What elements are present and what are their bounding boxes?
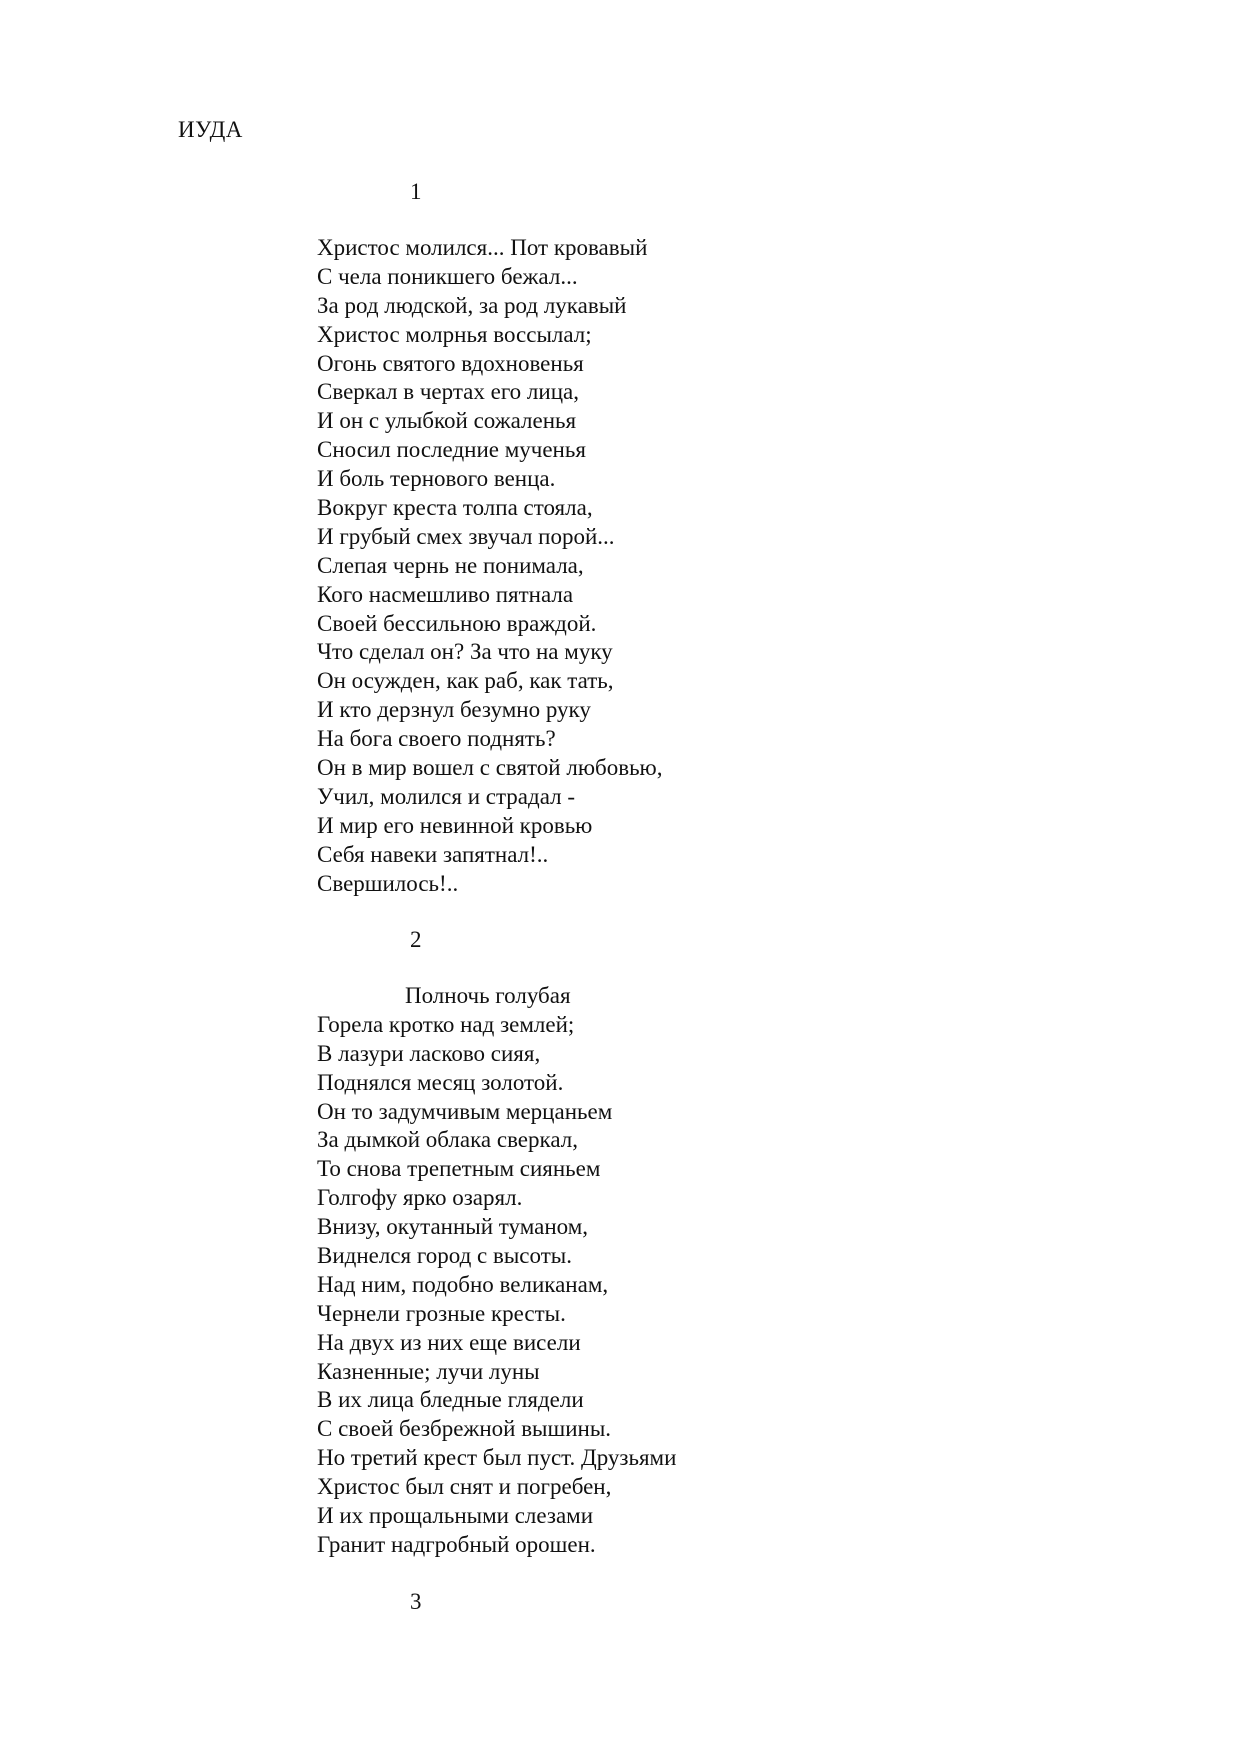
poem-line: Огонь святого вдохновенья bbox=[317, 350, 584, 376]
poem-line: Полночь голубая bbox=[405, 983, 571, 1008]
poem-line: Кого насмешливо пятнала bbox=[317, 581, 574, 607]
poem-line: Сверкал в чертах его лица, bbox=[317, 379, 579, 405]
poem-line: Чернели грозные кресты. bbox=[317, 1300, 566, 1326]
poem-line: Вокруг креста толпа стояла, bbox=[317, 495, 593, 521]
poem-line: Он то задумчивым мерцаньем bbox=[317, 1098, 613, 1124]
poem-line: То снова трепетным сияньем bbox=[317, 1156, 601, 1182]
stanza-2 bbox=[317, 982, 676, 1560]
section-number-2: 2 bbox=[410, 927, 422, 952]
poem-line: И боль тернового венца. bbox=[317, 466, 556, 492]
poem-line: Но третий крест был пуст. Друзьями bbox=[317, 1445, 677, 1471]
poem-line: Христос молился... Пот кровавый bbox=[317, 235, 648, 260]
poem-line: За дымкой облака сверкал, bbox=[317, 1127, 578, 1153]
poem-line: В их лица бледные глядели bbox=[317, 1387, 584, 1413]
poem-line: Себя навеки запятнал!.. bbox=[317, 841, 549, 867]
poem-line: Горела кротко над землей; bbox=[317, 1011, 575, 1037]
stanza-1 bbox=[317, 234, 663, 898]
poem-line: Виднелся город с высоты. bbox=[317, 1243, 572, 1269]
poem-line: Поднялся месяц золотой. bbox=[317, 1069, 564, 1095]
poem-line: Казненные; лучи луны bbox=[317, 1358, 540, 1384]
poem-line: С своей безбрежной вышины. bbox=[317, 1416, 612, 1442]
poem-line: Он осужден, как раб, как тать, bbox=[317, 668, 614, 694]
poem-line: Христос молрнья воссылал; bbox=[317, 321, 592, 347]
section-number-3: 3 bbox=[410, 1589, 422, 1614]
poem-line: И их прощальными слезами bbox=[317, 1503, 594, 1529]
poem-line: И грубый смех звучал порой... bbox=[317, 523, 615, 549]
poem-line: Что сделал он? За что на муку bbox=[317, 639, 613, 665]
poem-line: И кто дерзнул безумно руку bbox=[317, 697, 591, 723]
poem-line: Учил, молился и страдал - bbox=[317, 783, 575, 809]
poem-line: И он с улыбкой сожаленья bbox=[317, 408, 577, 434]
poem-line: Своей бессильною враждой. bbox=[317, 610, 597, 636]
poem-line: Слепая чернь не понимала, bbox=[317, 552, 584, 578]
poem-line: С чела поникшего бежал... bbox=[317, 263, 578, 289]
poem-line: Христос был снят и погребен, bbox=[317, 1474, 612, 1500]
poem-line: На бога своего поднять? bbox=[317, 726, 556, 752]
poem-line: И мир его невинной кровью bbox=[317, 812, 593, 838]
poem-line: Голгофу ярко озарял. bbox=[317, 1185, 523, 1211]
poem-line: Над ним, подобно великанам, bbox=[317, 1271, 609, 1297]
poem-line: В лазури ласково сияя, bbox=[317, 1040, 541, 1066]
poem-line: Внизу, окутанный туманом, bbox=[317, 1214, 589, 1240]
poem-line: За род людской, за род лукавый bbox=[317, 292, 627, 318]
poem-line: На двух из них еще висели bbox=[317, 1329, 581, 1355]
page-title: ИУДА bbox=[178, 117, 243, 142]
poem-line: Он в мир вошел с святой любовью, bbox=[317, 755, 663, 781]
poem-line: Гранит надгробный орошен. bbox=[317, 1531, 596, 1557]
poem-line: Сносил последние мученья bbox=[317, 437, 586, 463]
poem-line: Свершилось!.. bbox=[317, 870, 459, 896]
section-number-1: 1 bbox=[410, 179, 422, 204]
